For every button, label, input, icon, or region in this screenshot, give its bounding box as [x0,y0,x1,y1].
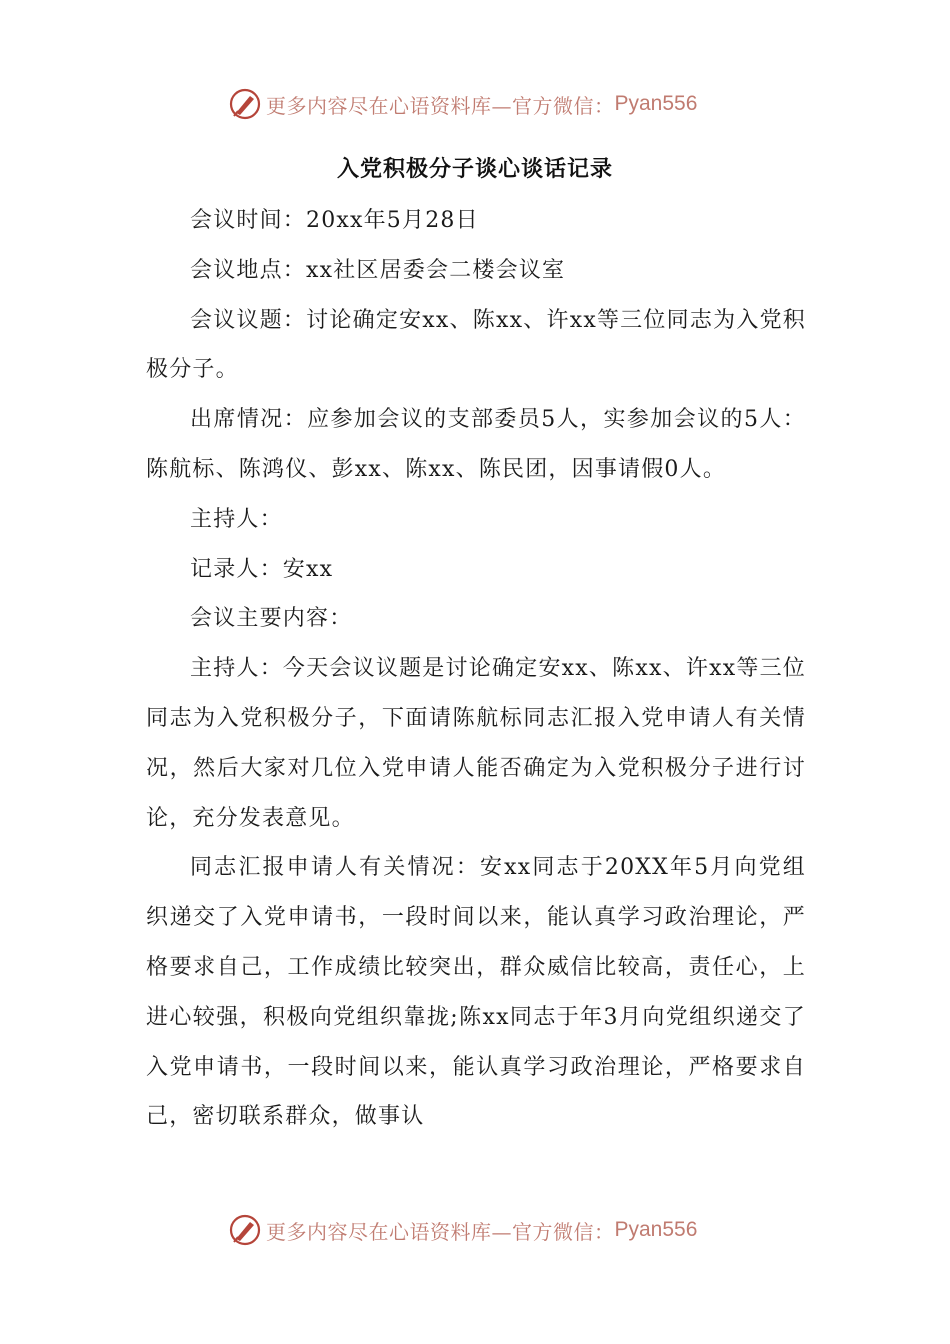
watermark-wechat-id: Pyan556 [614,92,698,115]
watermark-text: 更多内容尽在心语资料库—官方微信： [266,1219,615,1244]
document-title: 入党积极分子谈心谈话记录 [336,157,613,182]
watermark-wechat-id: Pyan556 [614,1218,698,1241]
main-content-heading: 会议主要内容： [190,606,353,632]
document-body [146,196,806,1142]
pen-logo-icon [228,1213,262,1247]
applicant-report: 同志汇报申请人有关情况：安xx同志于20XX年5月向党组织递交了入党申请书，一段时间以来，能认真学习政治理论，严格要求自己，工作成绩比较突出，群众威信比较高，责任心，上进心较强，积极向党组织靠拢;陈xx同志于年3月向党组织递交了入党申请书，一段时间以来，能认真学习政治理论，严格要求自己，密切联系群众，做事认 [146,855,806,1130]
pen-logo-icon [228,87,262,121]
attendance: 出席情况：应参加会议的支部委员5人，实参加会议的5人：陈航标、陈鸿仪、彭xx、陈xx、陈民团，因事请假0人。 [146,407,806,482]
watermark-text: 更多内容尽在心语资料库—官方微信： [266,93,615,118]
recorder: 记录人：安xx [190,556,334,582]
host-remarks: 主持人：今天会议议题是讨论确定安xx、陈xx、许xx等三位同志为入党积极分子，下面请陈航标同志汇报入党申请人有关情况，然后大家对几位入党申请人能否确定为入党积极分子进行讨论，充分发表意见。 [146,656,806,831]
meeting-location: 会议地点：xx社区居委会二楼会议室 [190,257,566,283]
meeting-time: 会议时间：20xx年5月28日 [190,208,479,233]
watermark-banner-top [228,86,697,122]
host: 主持人： [190,506,283,532]
watermark-banner-bottom [228,1212,697,1248]
meeting-topic: 会议议题：讨论确定安xx、陈xx、许xx等三位同志为入党积极分子。 [146,307,806,383]
